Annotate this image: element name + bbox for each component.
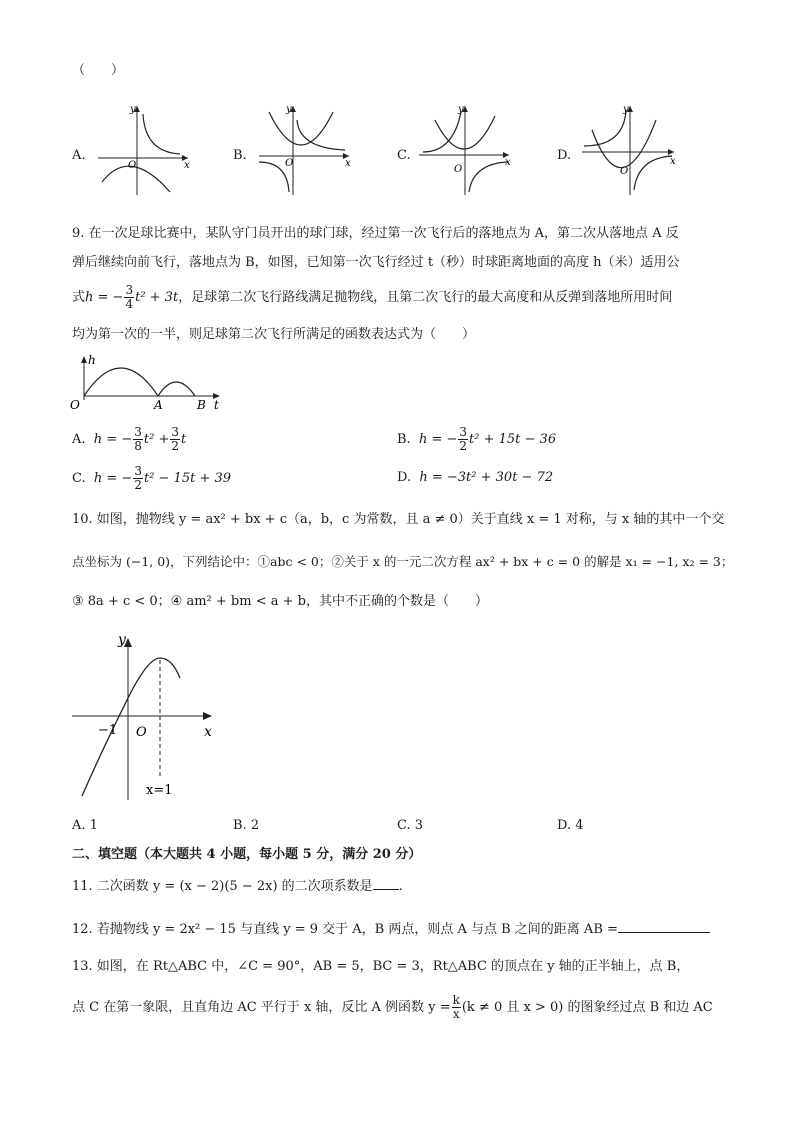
hyperbola-branch (143, 114, 180, 154)
svg-text:O: O (454, 164, 463, 175)
q9-option-b: B. h = − $\frac{3}{2}$ t² + 15t − 36 (397, 425, 557, 453)
q9-option-d: D. h = −3t² + 30t − 72 (397, 470, 554, 485)
parabola (82, 658, 180, 796)
q10-line-1: 10. 如图，抛物线 y = ax² + bx + c（a，b，c 为常数，且 a ≠ 0）关于直线 x = 1 对称，与 x 轴的其中一个交 (72, 512, 725, 527)
q10-line-3: ③ 8a + c < 0；④ am² + bm < a + b，其中不正确的个数是（ ） (72, 594, 488, 609)
q9-option-a: A. h = − $\frac{3}{8}$ t² + $\frac{3}{2}$ t (72, 425, 187, 453)
svg-text:x: x (670, 156, 676, 167)
q8-option-c-label: C. (397, 148, 411, 163)
svg-text:O: O (70, 398, 80, 412)
svg-text:O: O (285, 158, 294, 169)
svg-text:O: O (136, 725, 147, 740)
q9-line-3: 式h = − $\frac{3}{4}$ t² + 3t，足球第二次飞行路线满足抛物线，且第二次飞行的最大高度和从反弹到落地所用时间 (72, 283, 673, 311)
hyperbola-branch (469, 162, 507, 192)
svg-text:y: y (286, 104, 292, 115)
svg-text:y: y (118, 632, 126, 648)
axis-y-label: y (130, 104, 136, 115)
q8-option-b-label: B. (233, 148, 247, 163)
q8-graph-d (576, 100, 680, 198)
svg-text:A: A (154, 398, 163, 412)
hyperbola-branch (634, 156, 672, 190)
q10-option-c: C. 3 (397, 818, 424, 833)
q9-figure (68, 352, 228, 412)
q9-line-4: 均为第一次的一半，则足球第二次飞行所满足的函数表达式为（ ） (72, 327, 476, 342)
q9-option-c: C. h = − $\frac{3}{2}$ t² − 15t + 39 (72, 464, 232, 492)
q13-line-2: 点 C 在第一象限，且直角边 AC 平行于 x 轴，反比 A 例函数 y = $\frac{k}{x}$ (k ≠ 0 且 x > 0) 的图象经过点 B 和边 AC (72, 993, 713, 1021)
q8-graph-c (413, 100, 513, 198)
fraction: $\frac{3}{4}$ (125, 283, 134, 311)
parabola (269, 112, 333, 145)
q13-line-1: 13. 如图，在 Rt△ABC 中，∠C = 90°，AB = 5，BC = 3，Rt△ABC 的顶点在 y 轴的正半轴上，点 B， (72, 959, 690, 974)
q9-line-2: 弹后继续向前飞行，落地点为 B，如图，已知第一次飞行经过 t（秒）时球距离地面的高度 h（米）适用公 (72, 255, 680, 270)
q10-line-2: 点坐标为 (−1, 0)，下列结论中：①abc < 0；②关于 x 的一元二次方程 ax² + bx + c = 0 的解是 x₁ = −1, x₂ = 3； (72, 554, 734, 569)
svg-text:−1: −1 (98, 723, 118, 738)
q12-answer-blank (618, 920, 710, 933)
svg-text:h: h (88, 353, 96, 367)
svg-text:t: t (214, 398, 219, 412)
q8-option-a-label: A. (72, 148, 86, 163)
section-2-title: 二、填空题（本大题共 4 小题，每小题 5 分，满分 20 分） (72, 847, 422, 862)
q11: 11. 二次函数 y = (x − 2)(5 − 2x) 的二次项系数是 . (72, 879, 403, 894)
q10-figure (68, 628, 228, 803)
q10-option-b: B. 2 (233, 818, 260, 833)
svg-text:O: O (620, 166, 629, 177)
q12: 12. 若抛物线 y = 2x² − 15 与直线 y = 9 交于 A，B 两点，则点 A 与点 B 之间的距离 AB = (72, 920, 710, 939)
svg-text:y: y (623, 104, 629, 115)
axis-x-label: x (184, 160, 190, 171)
q10-option-a: A. 1 (72, 818, 98, 833)
svg-text:x=1: x=1 (146, 783, 173, 798)
second-flight-arc (158, 382, 195, 396)
svg-text:B: B (197, 398, 206, 412)
hyperbola-branch (584, 110, 626, 146)
q11-answer-blank (373, 877, 399, 890)
svg-text:y: y (458, 104, 464, 115)
q10-option-d: D. 4 (557, 818, 584, 833)
hyperbola-branch (297, 120, 345, 150)
q8-option-d-label: D. (557, 148, 572, 163)
q8-graph-b (253, 100, 353, 198)
q8-paren: （ ） (72, 63, 125, 78)
svg-text:x: x (345, 158, 351, 169)
svg-text:x: x (505, 157, 511, 168)
q9-line-1: 9. 在一次足球比赛中，某队守门员开出的球门球，经过第一次飞行后的落地点为 A，第二次从落地点 A 反 (72, 226, 679, 241)
q8-graph-a (92, 100, 192, 198)
svg-text:x: x (204, 724, 212, 740)
first-flight-arc (84, 368, 158, 396)
origin-label: O (128, 160, 137, 171)
